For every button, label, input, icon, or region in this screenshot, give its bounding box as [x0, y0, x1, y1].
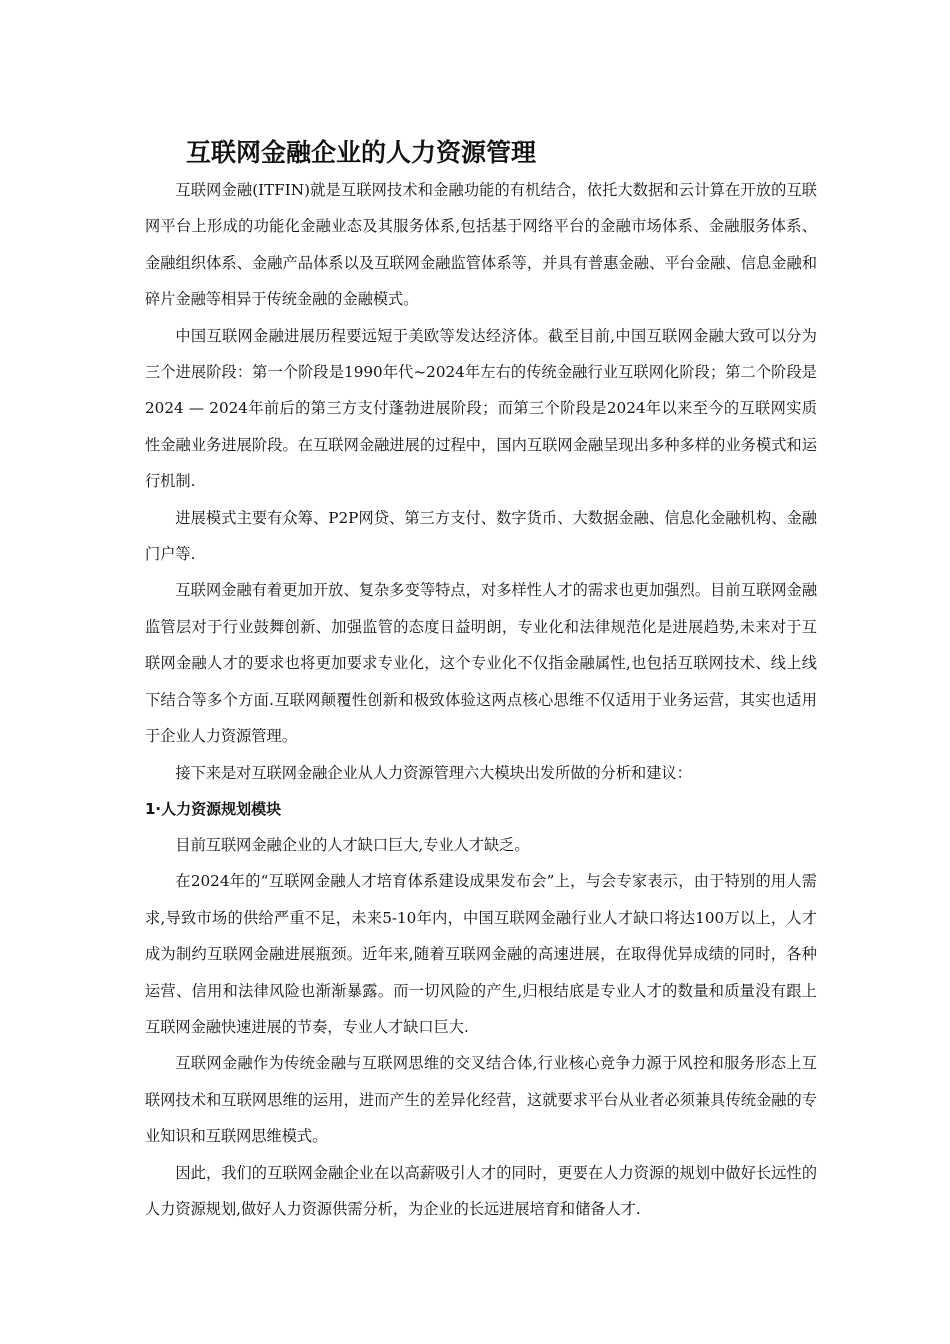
paragraph-development-models: 进展模式主要有众筹、P2P网贷、第三方支付、数字货币、大数据金融、信息化金融机构、金融门户等.: [145, 508, 817, 564]
paragraph-talent-gap: 目前互联网金融企业的人才缺口巨大,专业人才缺乏。: [175, 835, 530, 854]
paragraph-conference-findings: 在2024年的“互联网金融人才培育体系建设成果发布会”上，与会专家表示，由于特别的用人需求,导致市场的供给严重不足，未来5-10年内，中国互联网金融行业人才缺口将达100万以上，人才成为制约互联网金融进展瓶颈。近年来,随着互联网金融的高速进展，在取得优异成绩的同时，各种运营、信用和法律风险也渐渐暴露。而一切风险的产生,归根结底是专业人才的数量和质量没有跟上互联网金融快速进展的节奏，专业人才缺口巨大.: [145, 872, 817, 1036]
paragraph-planning-recommendation: 因此，我们的互联网金融企业在以高薪吸引人才的同时，更要在人力资源的规划中做好长远性的人力资源规划,做好人力资源供需分析，为企业的长远进展培育和储备人才.: [145, 1163, 817, 1218]
paragraph-development-history: 中国互联网金融进展历程要远短于美欧等发达经济体。截至目前,中国互联网金融大致可以分为三个进展阶段：第一个阶段是1990年代~2024年左右的传统金融行业互联网化阶段；第二个阶段是2024 — 2024年前后的第三方支付蓬勃进展阶段；而第三个阶段是2024年以来至今的互联网实质性金融业务进展阶段。在互联网金融进展的过程中，国内互联网金融呈现出多种多样的业务模式和运行机制.: [145, 326, 817, 491]
paragraph-six-modules-intro: 接下来是对互联网金融企业从人力资源管理六大模块出发所做的分析和建议：: [175, 763, 692, 782]
section-heading-hr-planning: 1·人力资源规划模块: [145, 799, 282, 818]
paragraph-core-competitiveness: 互联网金融作为传统金融与互联网思维的交叉结合体,行业核心竞争力源于风控和服务形态上互联网技术和互联网思维的运用，进而产生的差异化经营，这就要求平台从业者必须兼具传统金融的专业知识和互联网思维模式。: [145, 1054, 817, 1146]
paragraph-itfin-definition: 互联网金融(ITFIN)就是互联网技术和金融功能的有机结合，依托大数据和云计算在开放的互联网平台上形成的功能化金融业态及其服务体系,包括基于网络平台的金融市场体系、金融服务体系、金融组织体系、金融产品体系以及互联网金融监管体系等，并具有普惠金融、平台金融、信息金融和碎片金融等相异于传统金融的金融模式。: [145, 181, 817, 309]
document-title: 互联网金融企业的人力资源管理: [186, 138, 537, 167]
paragraph-talent-demand: 互联网金融有着更加开放、复杂多变等特点，对多样性人才的需求也更加强烈。目前互联网金融监管层对于行业鼓舞创新、加强监管的态度日益明朗，专业化和法律规范化是进展趋势,未来对于互联网金融人才的要求也将更加要求专业化，这个专业化不仅指金融属性,也包括互联网技术、线上线下结合等多个方面.互联网颠覆性创新和极致体验这两点核心思维不仅适用于业务运营，其实也适用于企业人力资源管理。: [145, 581, 817, 746]
document-body: [145, 172, 817, 1227]
